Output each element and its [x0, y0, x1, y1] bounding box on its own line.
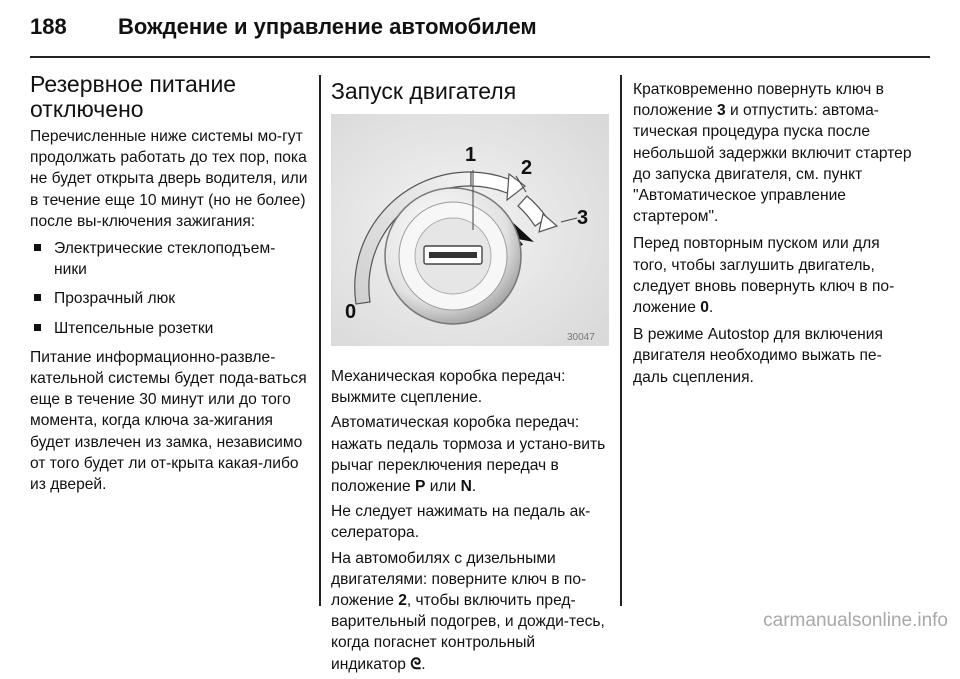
- section-title-backup-power: Резервное питание отключено: [30, 71, 237, 122]
- header-divider: [30, 56, 930, 58]
- diesel-paragraph: [331, 548, 609, 675]
- text-span: Автоматическая коробка передач: нажать педаль тормоза и устано-вить рычаг переключения передач в положение: [331, 414, 606, 496]
- position-label-1: 1: [465, 144, 477, 166]
- position-label-3: 3: [577, 207, 589, 229]
- position-n: N: [460, 478, 472, 496]
- column-start-continued: [633, 79, 913, 392]
- infotainment-paragraph: Питание информационно-развле-кательной системы будет пода-ваться еще в течение 30 минут или до того момента, когда ключа за-жигания будет извлечен из замка, независимо от того будет ли от-крыта какая-либо из дверей.: [30, 348, 307, 494]
- autostop-paragraph: В режиме Autostop для включения двигателя необходимо выжать пе-даль сцепления.: [633, 326, 883, 386]
- list-item: Электрические стеклоподъем-ники: [30, 238, 308, 280]
- list-item: Штепсельные розетки: [30, 318, 308, 339]
- text-span: .: [421, 655, 426, 673]
- column-engine-start: [331, 79, 609, 679]
- list-item: Прозрачный люк: [30, 288, 308, 309]
- page-header: [0, 0, 960, 58]
- manual-gearbox-paragraph: Механическая коробка передач: выжмите сцепление.: [331, 368, 566, 407]
- start-paragraph: [633, 79, 913, 227]
- restart-paragraph: [633, 233, 913, 318]
- position-label-0: 0: [345, 301, 357, 323]
- figure-code: 30047: [567, 332, 595, 343]
- text-span: .: [471, 478, 477, 496]
- position-2: 2: [398, 592, 407, 610]
- key-slot-opening: [429, 252, 477, 258]
- column-divider-2: [620, 75, 622, 606]
- text-span: .: [708, 299, 714, 317]
- position-3: 3: [716, 102, 726, 120]
- position-0: 0: [700, 299, 709, 317]
- accelerator-paragraph: Не следует нажимать на педаль ак-селератора.: [331, 503, 591, 542]
- text-span: Перед повторным пуском или для того, чтобы заглушить двигатель, следует вновь повернуть ключ в по-ложение: [633, 235, 895, 317]
- ignition-key-diagram: [331, 114, 609, 346]
- systems-list: [30, 238, 308, 339]
- text-span: На автомобилях с дизельными двигателями: поверните ключ в по-ложение: [331, 549, 587, 610]
- position-p: P: [414, 478, 426, 496]
- text-span: или: [425, 478, 461, 496]
- watermark: carmanualsonline.info: [763, 610, 948, 631]
- column-divider-1: [319, 75, 321, 606]
- text-span: , чтобы включить пред-варительный подогрев, и дожди-тесь, когда погаснет контрольный индикатор: [331, 592, 605, 673]
- automatic-gearbox-paragraph: [331, 412, 609, 497]
- section-title-engine-start: Запуск двигателя: [331, 78, 517, 104]
- page-heading: Вождение и управление автомобилем: [118, 14, 537, 39]
- page-number: 188: [30, 14, 67, 39]
- position-label-2: 2: [521, 157, 533, 179]
- text-span: Кратковременно повернуть ключ в положение: [633, 81, 884, 120]
- glow-plug-icon: ᘓ: [410, 655, 422, 673]
- backup-power-intro: Перечисленные ниже системы мо-гут продолжать работать до тех пор, пока не будет открыта дверь водителя, или в течение еще 10 минут (но не более) после вы-ключения зажигания:: [30, 128, 308, 230]
- column-backup-power: [30, 72, 308, 499]
- text-span: и отпустить: автома-тическая процедура пуска после небольшой задержки включит стартер до запуска двигателя, см. пункт "Автоматическое управление стартером".: [633, 102, 912, 226]
